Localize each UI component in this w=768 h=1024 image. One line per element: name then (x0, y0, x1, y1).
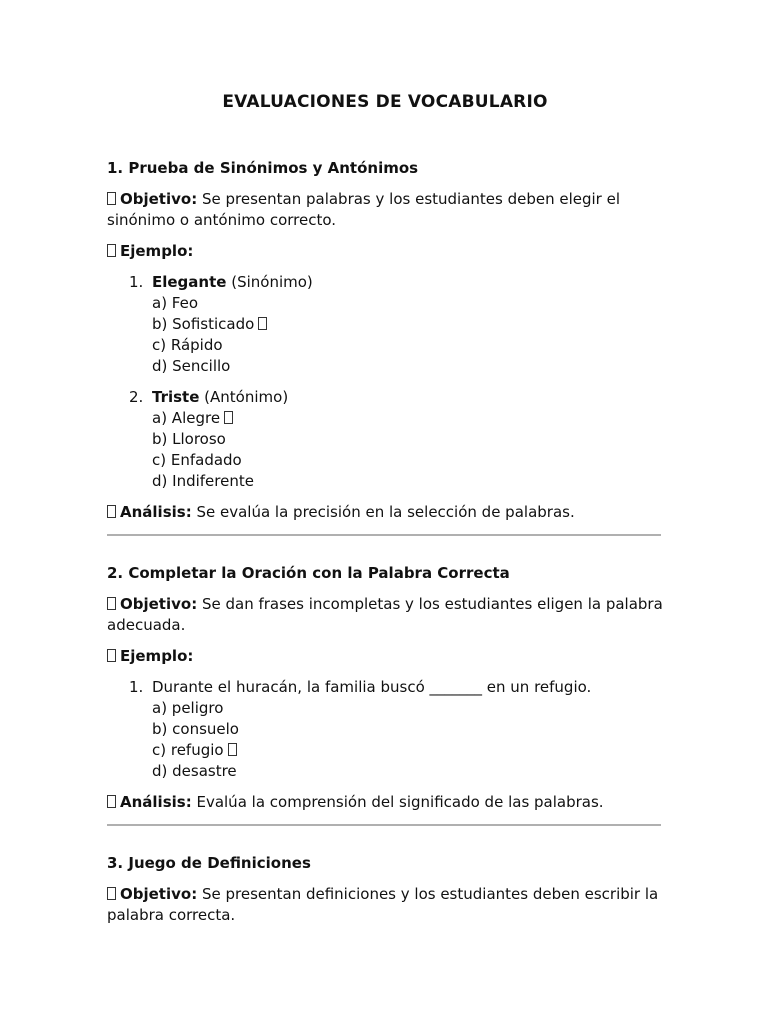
question-list (107, 272, 663, 492)
question-text: Durante el huracán, la familia buscó _______ en un refugio. (152, 678, 592, 696)
section-divider (107, 534, 661, 536)
option-item: b) consuelo (152, 720, 239, 738)
missing-glyph-icon (107, 244, 116, 257)
objective-text: Se presentan definiciones y los estudiantes deben escribir la palabra correcta. (107, 885, 659, 924)
correct-mark-icon (258, 317, 267, 330)
missing-glyph-icon (107, 795, 116, 808)
objective-text: Se dan frases incompletas y los estudiantes eligen la palabra adecuada. (107, 595, 663, 634)
analysis-label: Análisis: (120, 793, 192, 811)
option-item: b) Lloroso (152, 430, 226, 448)
section-heading: 2. Completar la Oración con la Palabra Correcta (107, 564, 510, 582)
document-content (107, 90, 663, 936)
objective-paragraph (107, 594, 663, 636)
analysis-paragraph (107, 792, 663, 813)
example-label: Ejemplo: (120, 242, 194, 260)
section-complete-sentence (107, 563, 663, 813)
example-paragraph (107, 241, 663, 262)
option-item: d) Indiferente (152, 472, 254, 490)
question-number: 1. (129, 273, 144, 291)
question-item (107, 387, 663, 492)
objective-label: Objetivo: (120, 190, 198, 208)
example-paragraph (107, 646, 663, 667)
missing-glyph-icon (107, 887, 116, 900)
option-item: d) desastre (152, 762, 237, 780)
option-item: b) Sofisticado (152, 314, 663, 335)
missing-glyph-icon (107, 597, 116, 610)
section-synonyms (107, 158, 663, 523)
section-heading: 3. Juego de Definiciones (107, 854, 311, 872)
analysis-text: Se evalúa la precisión en la selección de palabras. (191, 503, 575, 521)
question-list (107, 677, 663, 782)
option-item: d) Sencillo (152, 357, 231, 375)
missing-glyph-icon (107, 192, 116, 205)
option-item: c) refugio (152, 740, 663, 761)
question-hint: (Sinónimo) (226, 273, 313, 291)
question-hint: (Antónimo) (199, 388, 289, 406)
option-item: c) Enfadado (152, 451, 242, 469)
objective-paragraph (107, 884, 663, 926)
example-label: Ejemplo: (120, 647, 194, 665)
section-heading: 1. Prueba de Sinónimos y Antónimos (107, 159, 419, 177)
question-number: 2. (129, 388, 144, 406)
objective-paragraph (107, 189, 663, 231)
question-item (107, 677, 663, 782)
objective-text: Se presentan palabras y los estudiantes deben elegir el sinónimo o antónimo correcto. (107, 190, 621, 229)
missing-glyph-icon (107, 505, 116, 518)
correct-mark-icon (224, 411, 233, 424)
question-word: Elegante (152, 273, 227, 291)
objective-label: Objetivo: (120, 885, 198, 903)
option-item: a) peligro (152, 699, 224, 717)
section-divider (107, 824, 661, 826)
missing-glyph-icon (107, 649, 116, 662)
option-item: a) Alegre (152, 408, 663, 429)
section-definitions (107, 853, 663, 926)
analysis-paragraph (107, 502, 663, 523)
objective-label: Objetivo: (120, 595, 198, 613)
question-item (107, 272, 663, 377)
document-title: EVALUACIONES DE VOCABULARIO (222, 92, 548, 112)
question-number: 1. (129, 678, 144, 696)
analysis-label: Análisis: (120, 503, 192, 521)
question-word: Triste (152, 388, 200, 406)
option-item: c) Rápido (152, 336, 223, 354)
option-item: a) Feo (152, 294, 199, 312)
correct-mark-icon (228, 743, 237, 756)
analysis-text: Evalúa la comprensión del significado de las palabras. (191, 793, 604, 811)
